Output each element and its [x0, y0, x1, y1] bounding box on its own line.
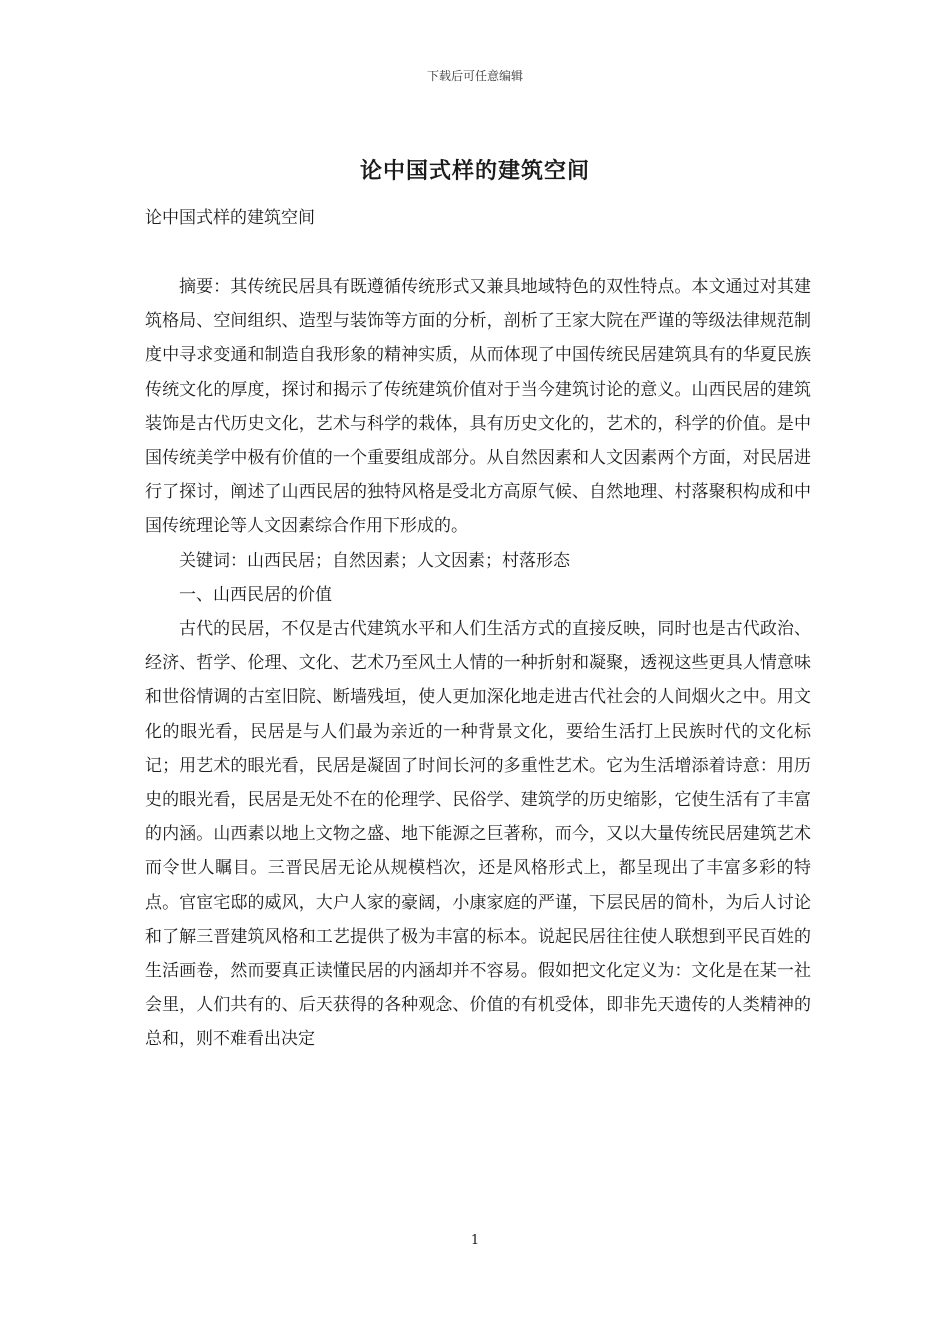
body-text	[145, 270, 811, 1057]
page-number: 1	[470, 1233, 480, 1248]
abstract-paragraph: 摘要：其传统民居具有既遵循传统形式又兼具地域特色的双性特点。本文通过对其建筑格局、空间组织、造型与装饰等方面的分析，剖析了王家大院在严谨的等级法律规范制度中寻求变通和制造自我形象的精神实质，从而体现了中国传统民居建筑具有的华夏民族传统文化的厚度，探讨和揭示了传统建筑价值对于当今建筑讨论的意义。山西民居的建筑装饰是古代历史文化，艺术与科学的栽体，具有历史文化的，艺术的，科学的价值。是中国传统美学中极有价值的一个重要组成部分。从自然因素和人文因素两个方面，对民居进行了探讨，阐述了山西民居的独特风格是受北方高原气候、自然地理、村落聚积构成和中国传统理论等人文因素综合作用下形成的。	[145, 277, 811, 537]
section-heading: 一、山西民居的价值	[179, 584, 332, 605]
header-note: 下载后可任意编辑	[426, 69, 523, 83]
document-title: 论中国式样的建筑空间	[359, 159, 590, 184]
document-subtitle: 论中国式样的建筑空间	[145, 208, 315, 228]
keywords-paragraph: 关键词：山西民居；自然因素；人文因素；村落形态	[179, 550, 570, 571]
section-paragraph: 古代的民居，不仅是古代建筑水平和人们生活方式的直接反映，同时也是古代政治、经济、哲学、伦理、文化、艺术乃至风土人情的一种折射和凝聚，透视这些更具人情意味和世俗情调的古室旧院、断墙残垣，使人更加深化地走进古代社会的人间烟火之中。用文化的眼光看，民居是与人们最为亲近的一种背景文化，要给生活打上民族时代的文化标记；用艺术的眼光看，民居是凝固了时间长河的多重性艺术。它为生活增添着诗意：用历史的眼光看，民居是无处不在的伦理学、民俗学、建筑学的历史缩影，它使生活有了丰富的内涵。山西素以地上文物之盛、地下能源之巨著称，而今，又以大量传统民居建筑艺术而令世人瞩目。三晋民居无论从规模档次，还是风格形式上，都呈现出了丰富多彩的特点。官宦宅邸的威风，大户人家的豪阔，小康家庭的严谨，下层民居的简朴，为后人讨论和了解三晋建筑风格和工艺提供了极为丰富的标本。说起民居往往使人联想到平民百姓的生活画卷，然而要真正读懂民居的内涵却并不容易。假如把文化定义为：文化是在某一社会里，人们共有的、后天获得的各种观念、价值的有机受体，即非先天遗传的人类精神的总和，则不难看出决定	[145, 619, 811, 1050]
